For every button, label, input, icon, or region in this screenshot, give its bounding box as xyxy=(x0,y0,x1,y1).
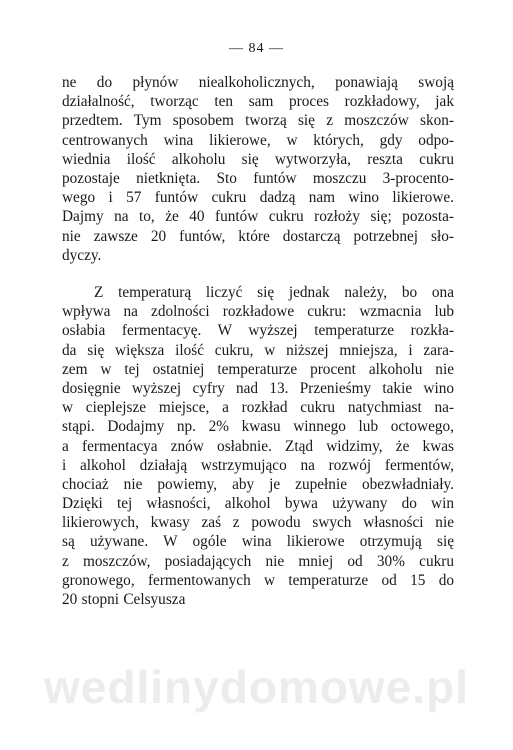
text-line: zem w tej ostatniej temperaturze procent alkoholu nie xyxy=(62,360,454,378)
text-line: przedtem. Tym sposobem tworzą się z moszczów skon- xyxy=(62,112,454,130)
text-line: da się większa ilość cukru, w niższej mniejsza, i zara- xyxy=(62,341,454,359)
text-line: centrowanych wina likierowe, w których, gdy odpo- xyxy=(62,131,454,149)
text-line: są używane. W ogóle wina likierowe otrzymują się xyxy=(62,533,454,551)
text-line: dyczy. xyxy=(62,246,102,264)
text-line: Dajmy na to, że 40 funtów cukru rozłoży się; pozosta- xyxy=(62,208,454,226)
paragraph-1 xyxy=(62,73,454,265)
text-line: dosięgnie wyższej cyfry nad 13. Przenieśmy takie wino xyxy=(62,379,454,397)
text-line: wego i 57 funtów cukru dadzą nam wino likierowe. xyxy=(62,189,454,207)
text-line: i alkohol działają wstrzymująco na rozwój fermentów, xyxy=(62,456,454,474)
text-line: z moszczów, posiadających nie mniej od 30% cukru xyxy=(62,552,454,570)
text-line: ne do płynów niealkoholicznych, ponawiają swoją xyxy=(62,74,454,91)
text-line: likierowych, kwasy zaś z powodu swych własności nie xyxy=(62,514,454,532)
text-line: w cieplejsze miejsce, a rozkład cukru natychmiast na- xyxy=(62,399,454,417)
text-line: Dzięki tej własności, alkohol bywa używany do win xyxy=(62,495,454,513)
text-line: gronowego, fermentowanych w temperaturze od 15 do xyxy=(62,571,454,589)
watermark: wedlinydomowe.pl xyxy=(44,661,469,713)
text-line: Z temperaturą liczyć się jednak należy, bo ona xyxy=(94,284,454,301)
text-line: stąpi. Dodajmy np. 2% kwasu winnego lub octowego, xyxy=(62,418,454,436)
text-line: chociaż nie powiemy, aby je zupełnie obezwładniały. xyxy=(62,475,454,493)
paragraph-2 xyxy=(62,283,454,609)
text-line: wpływa na zdolności rozkładowe cukru: wzmacnia lub xyxy=(62,303,454,321)
text-line: osłabia fermentacyę. W wyższej temperaturze rozkła- xyxy=(62,322,454,340)
text-line: 20 stopni Celsyusza xyxy=(62,591,186,608)
text-line: działalność, tworząc ten sam proces rozkładowy, jak xyxy=(62,93,454,111)
text-line: a fermentacya znów osłabnie. Ztąd widzimy, że kwas xyxy=(62,437,454,455)
page-number: — 84 — xyxy=(229,41,284,56)
text-line: wiednia ilość alkoholu się wytworzyła, reszta cukru xyxy=(62,150,454,168)
text-line: nie zawsze 20 funtów, które dostarczą potrzebnej sło- xyxy=(62,227,454,245)
text-line: pozostaje nietknięta. Sto funtów moszczu 3-procento- xyxy=(62,169,454,187)
